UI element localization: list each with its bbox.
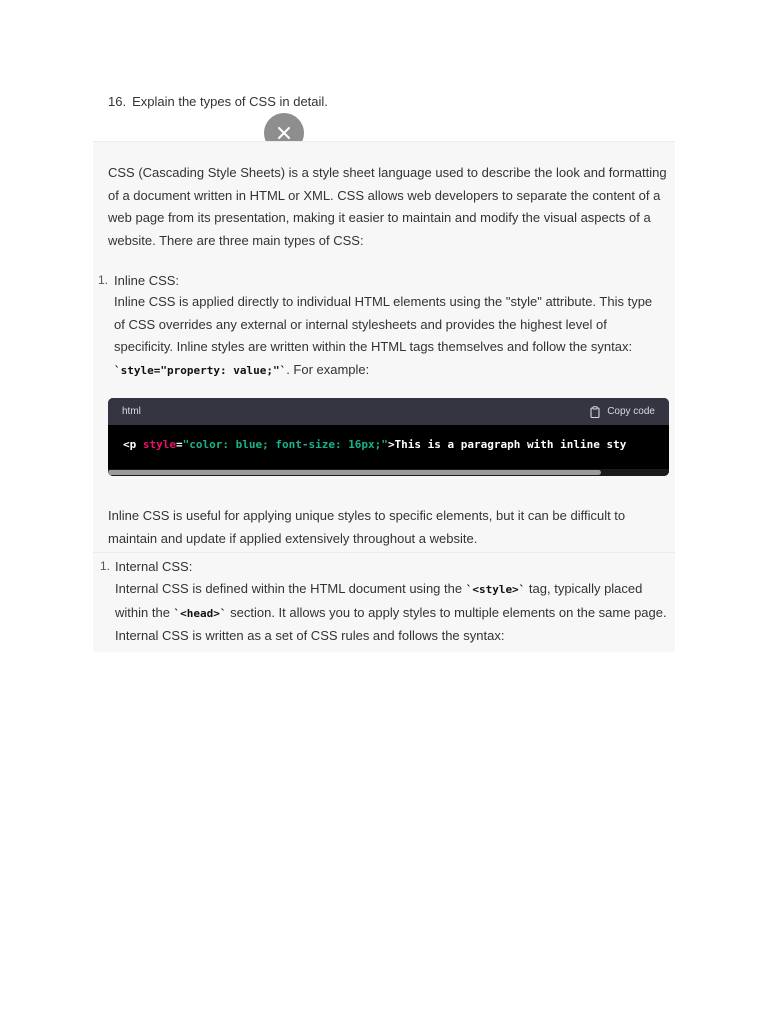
item-title-internal-css: Internal CSS: [115, 559, 193, 574]
question-text: Explain the types of CSS in detail. [132, 94, 328, 109]
item-body-text: Internal CSS is defined within the HTML document using the [115, 581, 466, 596]
item-body-internal-css [115, 578, 667, 648]
clipboard-icon [589, 406, 601, 418]
code-language: html [122, 406, 141, 417]
scrollbar-thumb[interactable] [108, 470, 601, 475]
code-line [108, 425, 669, 476]
item-body-text: section. It allows you to apply styles to multiple elements on the same page. Internal CSS is written as a set of CSS rules and follows the syntax: [115, 604, 667, 644]
inline-code: `style="property: value;"` [114, 364, 287, 378]
code-token-attr: style [142, 438, 176, 451]
horizontal-scrollbar[interactable] [108, 469, 669, 476]
question [108, 94, 328, 109]
code-header [108, 398, 669, 425]
after-code-paragraph: Inline CSS is useful for applying unique styles to specific elements, but it can be difficult to maintain and update if applied extensively throughout a website. [108, 508, 626, 546]
code-token-text: >This is a paragraph with inline sty [387, 438, 627, 451]
list-number: 1. [100, 559, 111, 573]
inline-code: `<style>` [465, 583, 526, 596]
code-token-tag: <p [123, 438, 143, 451]
item-body-text: . For example: [286, 362, 370, 378]
code-block [108, 398, 669, 476]
copy-code-button[interactable] [589, 406, 655, 418]
item-title-inline-css: Inline CSS: [114, 273, 180, 288]
answer-panel [93, 141, 675, 652]
inline-code: `<head>` [173, 606, 227, 620]
code-token-eq: = [176, 438, 183, 451]
item-body-inline-css [114, 291, 666, 383]
code-token-string: "color: blue; font-size: 16px;" [182, 438, 388, 451]
question-number: 16. [108, 94, 127, 109]
item-body-text: tag, typically placed within the [115, 581, 643, 620]
intro-paragraph: CSS (Cascading Style Sheets) is a style sheet language used to describe the look and formatting of a document written in HTML or XML. CSS allows web developers to separate the content of a web page from its presentation, making it easier to maintain and modify the visual aspects of a website. There are three main types of CSS: [108, 165, 667, 249]
close-icon [277, 126, 291, 140]
divider [93, 552, 675, 553]
copy-code-label: Copy code [607, 406, 655, 417]
list-number: 1. [98, 273, 109, 287]
item-body-text: Inline CSS is applied directly to individual HTML elements using the "style" attribute. This type of CSS overrides any external or internal stylesheets and provides the highest level of specificity. Inline styles are written within the HTML tags themselves and follow the syntax: [114, 294, 653, 355]
